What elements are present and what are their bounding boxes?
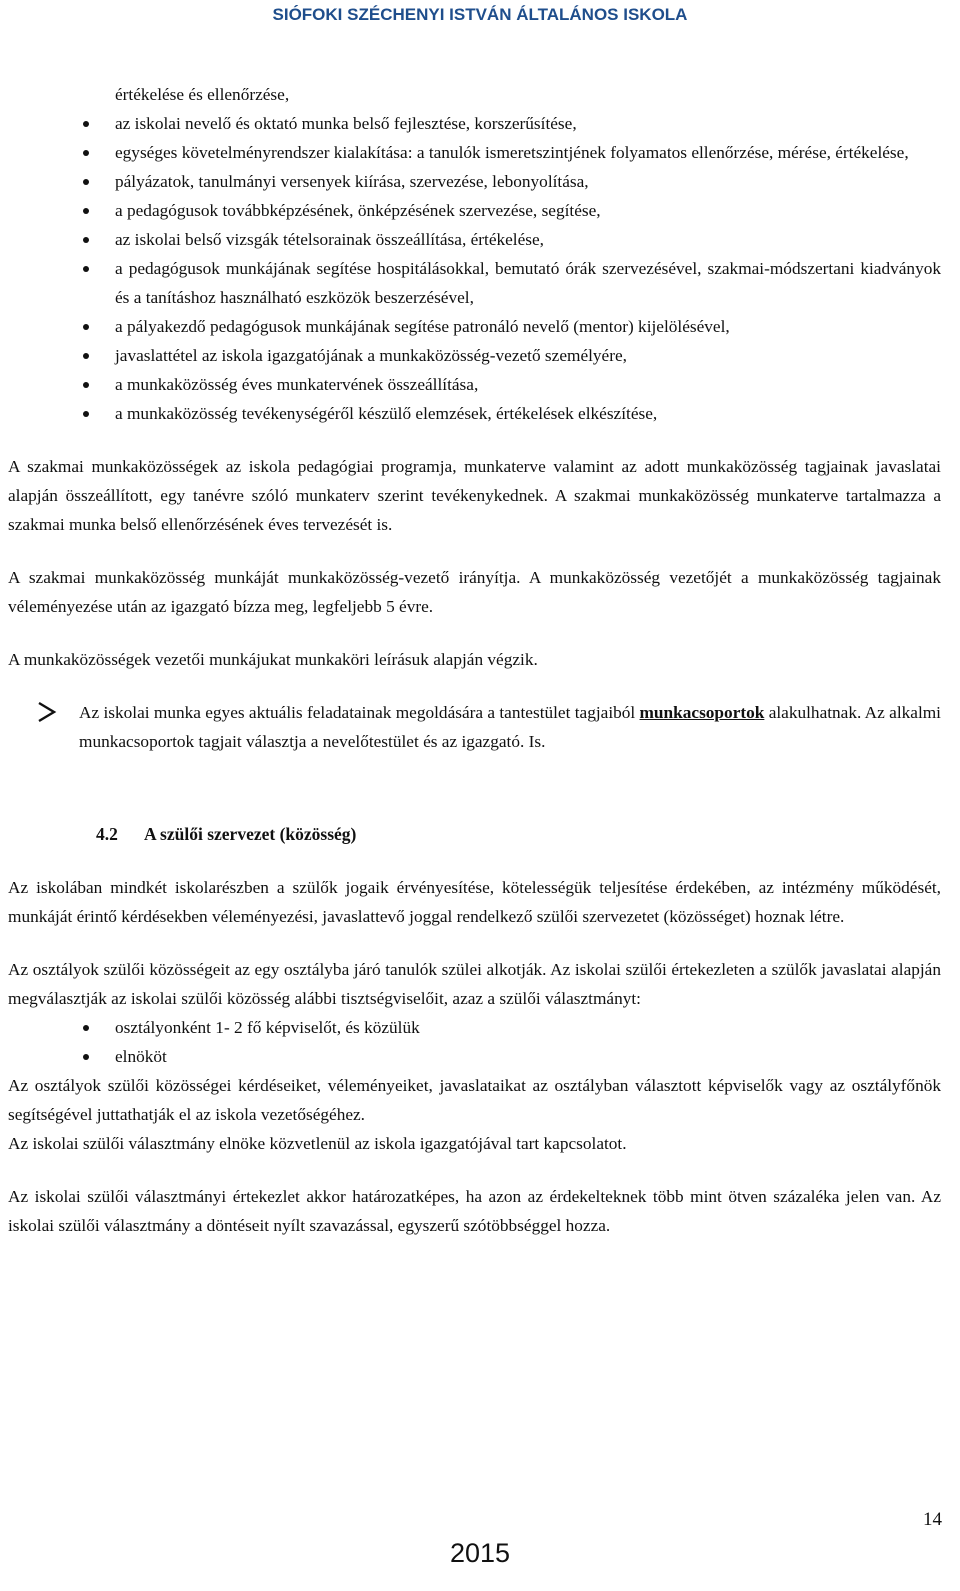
bullet-icon — [83, 1054, 89, 1060]
list-item: a pedagógusok továbbképzésének, önképzésének szervezése, segítése, — [8, 196, 941, 225]
list-item: a pedagógusok munkájának segítése hospitálásokkal, bemutató órák szervezésével, szakmai-módszertani kiadványok és a tanításhoz használható eszközök beszerzésével, — [8, 254, 941, 312]
paragraph: A szakmai munkaközösség munkáját munkaközösség-vezető irányítja. A munkaközösség vezetőjét a munkaközösség tagjainak véleményezése után az igazgató bízza meg, legfeljebb 5 évre. — [8, 568, 941, 616]
bullet-list — [8, 1013, 941, 1071]
arrow-item-text: Az iskolai munka egyes aktuális feladatainak megoldására a tantestület tagjaiból — [79, 703, 636, 722]
page-header: SIÓFOKI SZÉCHENYI ISTVÁN ÁLTALÁNOS ISKOLA — [272, 5, 688, 24]
paragraph: Az osztályok szülői közösségei kérdéseiket, véleményeiket, javaslataikat az osztályban választott képviselők vagy az osztályfőnök segítségével juttathatják el az iskola vezetőségéhez. — [8, 1076, 941, 1124]
section-title: A szülői szervezet (közösség) — [144, 824, 357, 844]
footer-year: 2015 — [449, 1538, 511, 1568]
list-item: a munkaközösség tevékenységéről készülő elemzések, értékelések elkészítése, — [8, 399, 941, 428]
bullet-icon — [83, 150, 89, 156]
bullet-icon — [83, 1025, 89, 1031]
paragraph: A szakmai munkaközösségek az iskola pedagógiai programja, munkaterve valamint az adott munkaközösség tagjainak javaslatai alapján összeállított, egy tanévre szóló munkaterv szerint tevékenykednek. A szakmai munkaközösség munkaterve tartalmazza a szakmai munka belső ellenőrzésének éves tervezését is. — [8, 457, 941, 534]
list-item: elnököt — [8, 1042, 941, 1071]
bullet-icon — [83, 179, 89, 185]
bold-term: munkacsoportok — [639, 703, 765, 722]
bullet-icon — [83, 411, 89, 417]
paragraph: Az iskolában mindkét iskolarészben a szülők jogaik érvényesítése, kötelességük teljesítése érdekében, az intézmény működését, munkáját érintő kérdésekben véleményezési, javaslattevő joggal rendelkező szülői szervezetet (közösséget) hoznak létre. — [8, 878, 941, 926]
list-item: pályázatok, tanulmányi versenyek kiírása, szervezése, lebonyolítása, — [8, 167, 941, 196]
section-number: 4.2 — [96, 824, 118, 844]
paragraph: Az iskolai szülői választmány elnöke közvetlenül az iskola igazgatójával tart kapcsolatot. — [8, 1134, 627, 1153]
bullet-icon — [83, 324, 89, 330]
list-continuation: értékelése és ellenőrzése, — [115, 85, 290, 104]
bullet-icon — [83, 208, 89, 214]
arrow-item-text-cont: alakulhatnak. Az alkalmi munkacsoportok tagjait választja a nevelőtestület és az igazgató. Is. — [79, 703, 941, 751]
list-item: az iskolai nevelő és oktató munka belső fejlesztése, korszerűsítése, — [8, 109, 941, 138]
list-item: az iskolai belső vizsgák tételsorainak összeállítása, értékelése, — [8, 225, 941, 254]
arrow-bullet-icon — [37, 701, 57, 723]
bullet-icon — [83, 121, 89, 127]
list-item: a munkaközösség éves munkatervének összeállítása, — [8, 370, 941, 399]
bullet-icon — [83, 382, 89, 388]
page-number: 14 — [923, 1509, 942, 1530]
paragraph: Az osztályok szülői közösségeit az egy osztályba járó tanulók szülei alkotják. Az iskolai szülői értekezleten a szülők javaslatai alapján megválasztják az iskolai szülői közösség alábbi tisztségviselőit, azaz a szülői választmányt: — [8, 960, 941, 1008]
list-item: egységes követelményrendszer kialakítása: a tanulók ismeretszintjének folyamatos ellenőrzése, mérése, értékelése, — [8, 138, 941, 167]
bullet-icon — [83, 266, 89, 272]
arrow-list-item — [8, 698, 941, 756]
paragraph: Az iskolai szülői választmányi értekezlet akkor határozatképes, ha azon az érdekelteknek több mint ötven százaléka jelen van. Az iskolai szülői választmány a döntéseit nyílt szavazással, egyszerű szótöbbséggel hozza. — [8, 1187, 941, 1235]
list-item: a pályakezdő pedagógusok munkájának segítése patronáló nevelő (mentor) kijelölésével, — [8, 312, 941, 341]
document-body — [8, 80, 941, 1240]
paragraph: A munkaközösségek vezetői munkájukat munkaköri leírásuk alapján végzik. — [8, 650, 538, 669]
bullet-icon — [83, 237, 89, 243]
list-item: osztályonként 1- 2 fő képviselőt, és közülük — [8, 1013, 941, 1042]
task-list — [8, 109, 941, 428]
list-item: javaslattétel az iskola igazgatójának a munkaközösség-vezető személyére, — [8, 341, 941, 370]
section-heading — [8, 820, 941, 849]
bullet-icon — [83, 353, 89, 359]
